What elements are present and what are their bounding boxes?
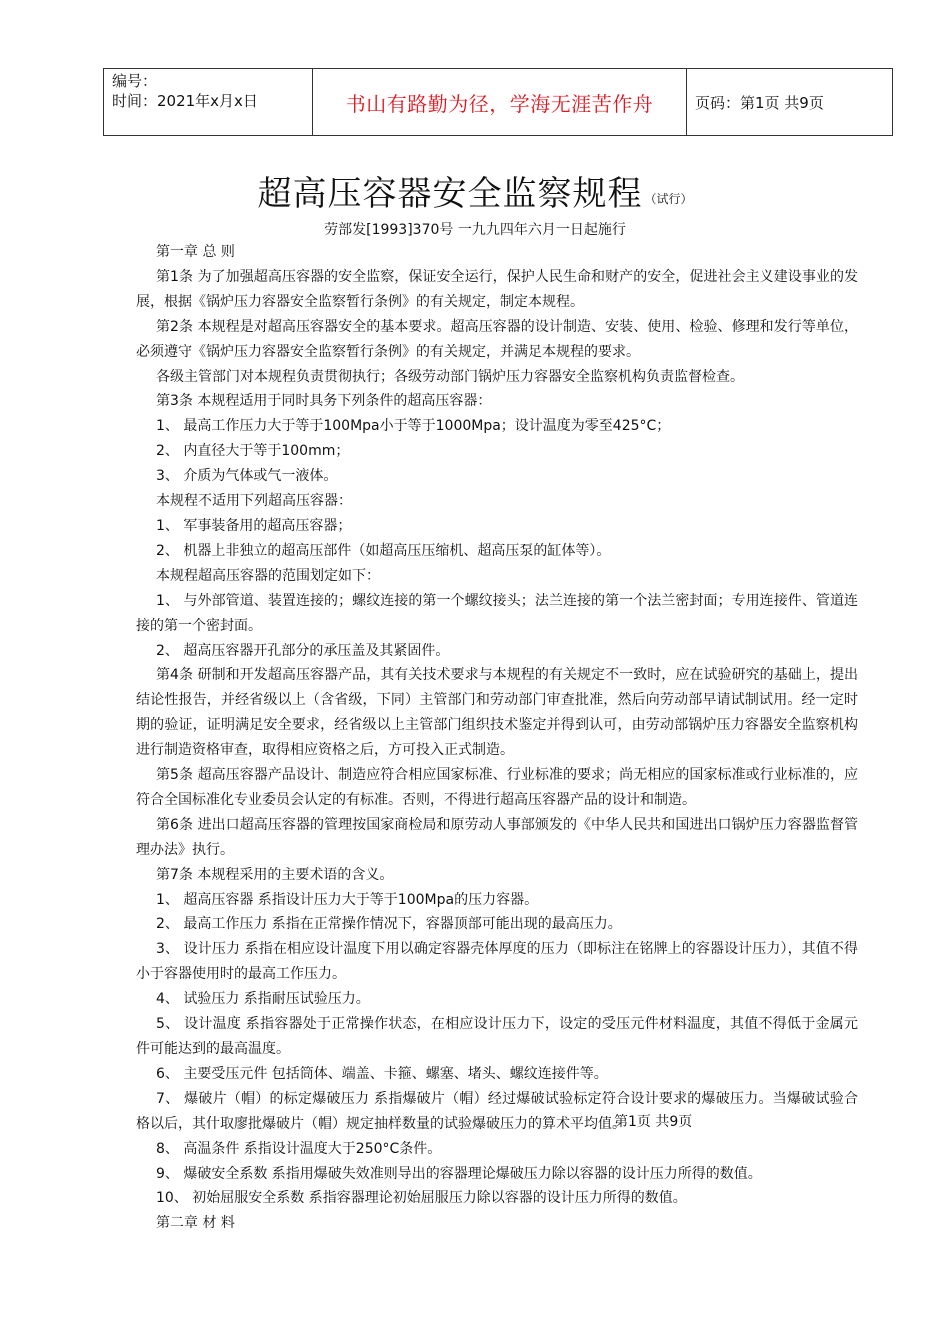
document-title: 超高压容器安全监察规程 [257, 174, 643, 214]
paragraph: 2、 最高工作压力 系指在正常操作情况下，容器顶部可能出现的最高压力。 [156, 916, 622, 933]
paragraph: 本规程不适用下列超高压容器： [156, 493, 352, 510]
paragraph: 第5条 超高压容器产品设计、制造应符合相应国家标准、行业标准的要求；尚无相应的国家标准或行业标准的，应符合全国标准化专业委员会认定的有标准。否则，不得进行超高压容器产品的设计和制造。 [136, 767, 858, 808]
paragraph: 4、 试验压力 系指耐压试验压力。 [156, 991, 370, 1008]
page-number-mark: 第1页 共9页 [614, 1114, 693, 1130]
paragraph: 各级主管部门对本规程负责贯彻执行；各级劳动部门锅炉压力容器安全监察机构负责监督检查。 [156, 368, 744, 385]
header-motto: 书山有路勤为径，学海无涯苦作舟 [313, 69, 687, 136]
paragraph: 1、 最高工作压力大于等于100Mpa小于等于1000Mpa；设计温度为零至425°C； [156, 418, 671, 435]
document-title-note: （试行） [644, 192, 693, 206]
paragraph: 第1条 为了加强超高压容器的安全监察，保证安全运行，保护人民生命和财产的安全，促进社会主义建设事业的发展，根据《锅炉压力容器安全监察暂行条例》的有关规定，制定本规程。 [136, 268, 858, 310]
paragraph: 3、 设计压力 系指在相应设计温度下用以确定容器壳体厚度的压力（即标注在铭牌上的容器设计压力），其值不得小于容器使用时的最高工作压力。 [136, 941, 858, 983]
paragraph: 5、 设计温度 系指容器处于正常操作状态，在相应设计压力下，设定的受压元件材料温度，其值不得低于金属元件可能达到的最高温度。 [136, 1016, 858, 1057]
paragraph: 10、 初始屈服安全系数 系指容器理论初始屈服压力除以容器的设计压力所得的数值。 [156, 1190, 687, 1207]
paragraph: 第2条 本规程是对超高压容器安全的基本要求。超高压容器的设计制造、安装、使用、检验、修理和发行等单位，必须遵守《锅炉压力容器安全监察暂行条例》的有关规定，并满足本规程的要求。 [136, 318, 858, 360]
paragraph: 第4条 研制和开发超高压容器产品，其有关技术要求与本规程的有关规定不一致时，应在试验研究的基础上，提出结论性报告，并经省级以上（含省级，下同）主管部门和劳动部门审查批准，然后向劳动部早请试制试用。经一定时期的验证，证明满足安全要求，经省级以上主管部门组织技术鉴定并得到认可，由劳动部锅炉压力容器安全监察机构进行制造资格审查，取得相应资格之后，方可投入正式制造。 [136, 667, 858, 759]
paragraph: 7、 爆破片（帽）的标定爆破压力 系指爆破片（帽）经过爆破试验标定符合设计要求的爆破压力。当爆破试验合格以后，其什取廖批爆破片（帽）规定抽样数量的试验爆破压力的算术平均值。 [136, 1090, 858, 1132]
issue-line: 劳部发[1993]370号 一九九四年六月一日起施行 [324, 222, 626, 238]
paragraph: 第一章 总 则 [156, 244, 235, 260]
paragraph: 2、 机器上非独立的超高压部件（如超高压压缩机、超高压泵的缸体等）。 [156, 542, 611, 559]
paragraph: 1、 军事装备用的超高压容器； [156, 517, 352, 534]
paragraph: 2、 内直径大于等于100mm； [156, 443, 350, 460]
document-number-label: 编号： [112, 72, 158, 90]
header-meta-cell [104, 69, 313, 136]
paragraph: 3、 介质为气体或气一液体。 [156, 468, 338, 485]
paragraph: 1、 与外部管道、装置连接的；螺纹连接的第一个螺纹接头；法兰连接的第一个法兰密封面；专用连接件、管道连接的第一个密封面。 [136, 592, 858, 634]
header-table [103, 68, 893, 136]
header-page-code: 页码：第1页 共9页 [687, 69, 893, 136]
paragraph: 8、 高温条件 系指设计温度大于250°C条件。 [156, 1140, 442, 1157]
paragraph: 9、 爆破安全系数 系指用爆破失效准则导出的容器理论爆破压力除以容器的设计压力所得的数值。 [156, 1165, 762, 1182]
paragraph: 第7条 本规程采用的主要术语的含义。 [156, 866, 394, 883]
document-body [136, 240, 858, 1236]
document-title-block [0, 166, 950, 215]
paragraph: 第二章 材 料 [156, 1215, 235, 1232]
paragraph: 第3条 本规程适用于同时具务下列条件的超高压容器： [156, 393, 492, 410]
paragraph: 本规程超高压容器的范围划定如下： [156, 567, 380, 584]
paragraph: 6、 主要受压元件 包括筒体、端盖、卡箍、螺塞、堵头、螺纹连接件等。 [156, 1065, 608, 1082]
paragraph: 第6条 进出口超高压容器的管理按国家商检局和原劳动人事部颁发的《中华人民共和国进出口锅炉压力容器监督管理办法》执行。 [136, 816, 858, 858]
paragraph: 2、 超高压容器开孔部分的承压盖及其紧固件。 [156, 642, 450, 659]
paragraph: 1、 超高压容器 系指设计压力大于等于100Mpa的压力容器。 [156, 891, 539, 908]
document-time-label: 时间：2021年x月x日 [112, 92, 258, 110]
